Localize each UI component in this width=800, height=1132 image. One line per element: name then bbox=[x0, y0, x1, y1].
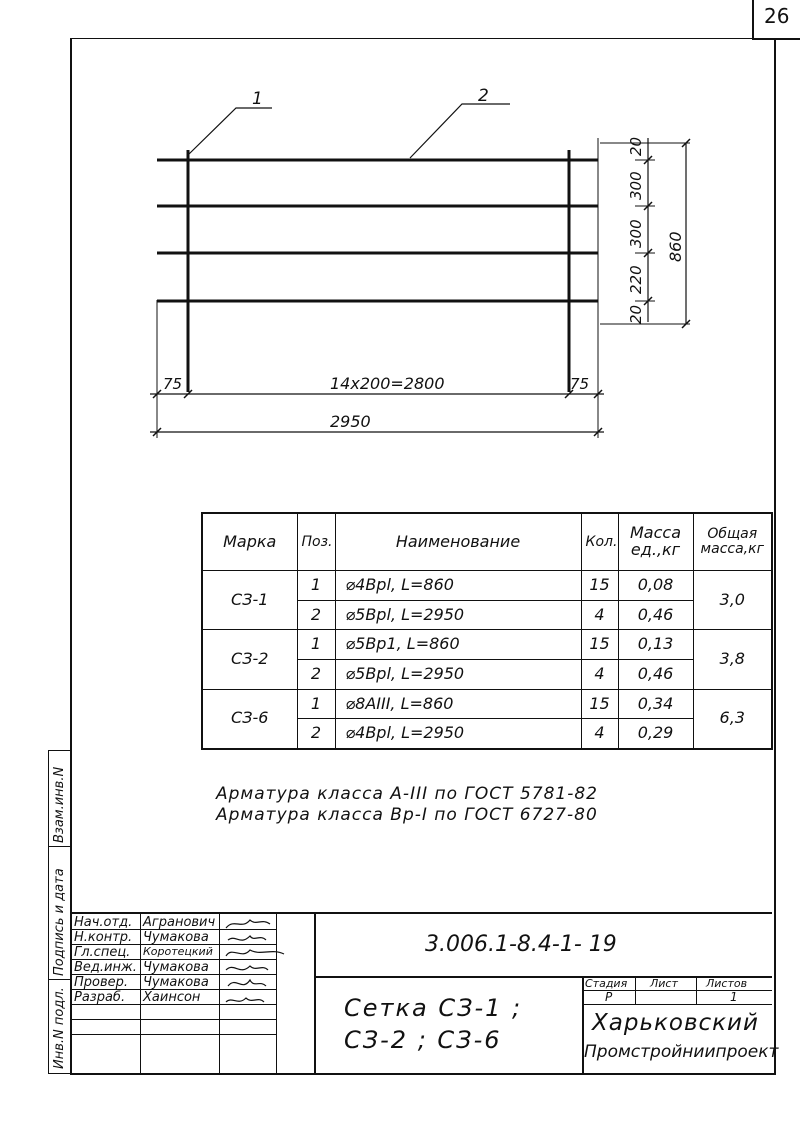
name-cell: ⌀5Bp1, L=860 bbox=[335, 630, 581, 660]
pos-cell: 1 bbox=[297, 630, 335, 660]
name-cell: ⌀5Bpl, L=2950 bbox=[335, 660, 581, 690]
header-unit-mass: Масса ед.,кг bbox=[618, 513, 693, 571]
qty-cell: 15 bbox=[581, 571, 618, 601]
organization-line-2: Промстройниипроект bbox=[584, 1042, 779, 1062]
pos-cell: 2 bbox=[297, 719, 335, 749]
stage-value: Р bbox=[605, 990, 613, 1004]
sheets-label: Листов bbox=[706, 977, 748, 990]
side-stamp bbox=[48, 750, 71, 1074]
staff-name: Коротецкий bbox=[143, 945, 213, 958]
table-row bbox=[202, 689, 772, 719]
table-row bbox=[202, 630, 772, 660]
staff-role: Вед.инж. bbox=[74, 960, 137, 975]
total-mass-cell: 3,0 bbox=[693, 571, 772, 630]
spec-header-row bbox=[202, 513, 772, 571]
dim-overall-height: 860 bbox=[666, 231, 685, 262]
name-cell: ⌀4Bpl, L=860 bbox=[335, 571, 581, 601]
dim-right-3: 300 bbox=[627, 219, 645, 248]
header-total-mass: Общая масса,кг bbox=[693, 513, 772, 571]
pos-cell: 1 bbox=[297, 571, 335, 601]
callout-1: 1 bbox=[252, 89, 263, 109]
staff-name: Хаинсон bbox=[143, 990, 201, 1005]
header-qty: Кол. bbox=[581, 513, 618, 571]
dim-right-2: 300 bbox=[627, 171, 645, 200]
sheet-number: 26 bbox=[764, 4, 790, 28]
staff-name: Чумакова bbox=[143, 960, 209, 975]
mark-cell: СЗ-6 bbox=[202, 689, 297, 749]
staff-name: Чумакова bbox=[143, 975, 209, 990]
drawing-title-line-2: СЗ-2 ; СЗ-6 bbox=[344, 1026, 502, 1054]
total-mass-cell: 3,8 bbox=[693, 630, 772, 689]
header-mark: Марка bbox=[202, 513, 297, 571]
callout-2-leader bbox=[410, 104, 510, 158]
note-line-1: Арматура класса A-III по ГОСТ 5781-82 bbox=[216, 784, 598, 804]
signature-6 bbox=[226, 998, 264, 1002]
mass-cell: 0,46 bbox=[618, 660, 693, 690]
pos-cell: 2 bbox=[297, 660, 335, 690]
mark-cell: СЗ-2 bbox=[202, 630, 297, 689]
staff-name: Агранович bbox=[143, 915, 216, 930]
dim-right-4: 220 bbox=[627, 265, 645, 294]
staff-role: Гл.спец. bbox=[74, 945, 131, 960]
qty-cell: 15 bbox=[581, 689, 618, 719]
title-block bbox=[70, 912, 779, 1074]
qty-cell: 4 bbox=[581, 660, 618, 690]
sheets-value: 1 bbox=[730, 990, 738, 1004]
staff-role: Нач.отд. bbox=[74, 915, 133, 930]
signature-2 bbox=[228, 936, 266, 940]
document-code: 3.006.1-8.4-1- 19 bbox=[425, 932, 617, 957]
table-row bbox=[202, 571, 772, 601]
mass-cell: 0,29 bbox=[618, 719, 693, 749]
staff-role: Н.контр. bbox=[74, 930, 133, 945]
mesh-drawing bbox=[0, 0, 800, 460]
stage-label: Стадия bbox=[585, 977, 628, 990]
qty-cell: 4 bbox=[581, 600, 618, 630]
signature-4 bbox=[226, 966, 268, 970]
name-cell: ⌀4Bpl, L=2950 bbox=[335, 719, 581, 749]
dim-middle: 14x200=2800 bbox=[330, 374, 445, 393]
sheet-label: Лист bbox=[650, 977, 678, 990]
note-line-2: Арматура класса Bp-I по ГОСТ 6727-80 bbox=[216, 805, 598, 825]
signatures bbox=[220, 916, 314, 1034]
dim-right-75: 75 bbox=[570, 375, 590, 393]
name-cell: ⌀8AIII, L=860 bbox=[335, 689, 581, 719]
qty-cell: 4 bbox=[581, 719, 618, 749]
side-stamp-replace: Взам.инв.N bbox=[52, 766, 67, 843]
pos-cell: 1 bbox=[297, 689, 335, 719]
qty-cell: 15 bbox=[581, 630, 618, 660]
mass-cell: 0,13 bbox=[618, 630, 693, 660]
spec-table bbox=[201, 512, 773, 750]
header-name: Наименование bbox=[335, 513, 581, 571]
dim-right-5: 20 bbox=[627, 304, 645, 324]
mass-cell: 0,34 bbox=[618, 689, 693, 719]
drawing-title-line-1: Сетка СЗ-1 ; bbox=[344, 994, 523, 1022]
signature-1 bbox=[226, 920, 270, 928]
total-mass-cell: 6,3 bbox=[693, 689, 772, 749]
callout-1-leader bbox=[188, 108, 272, 155]
mass-cell: 0,08 bbox=[618, 571, 693, 601]
staff-role: Разраб. bbox=[74, 990, 126, 1005]
side-stamp-sign-date: Подпись и дата bbox=[52, 868, 67, 976]
header-pos: Поз. bbox=[297, 513, 335, 571]
dim-left-75: 75 bbox=[163, 375, 183, 393]
side-stamp-original: Инв.N подл. bbox=[52, 987, 67, 1069]
signature-3 bbox=[226, 950, 284, 956]
pos-cell: 2 bbox=[297, 600, 335, 630]
organization-line-1: Харьковский bbox=[592, 1010, 759, 1036]
signature-5 bbox=[228, 980, 266, 986]
dim-right-1: 20 bbox=[627, 136, 645, 156]
callout-2: 2 bbox=[478, 86, 489, 106]
name-cell: ⌀5Bpl, L=2950 bbox=[335, 600, 581, 630]
mass-cell: 0,46 bbox=[618, 600, 693, 630]
mark-cell: СЗ-1 bbox=[202, 571, 297, 630]
staff-role: Провер. bbox=[74, 975, 129, 990]
staff-name: Чумакова bbox=[143, 930, 209, 945]
dim-total: 2950 bbox=[330, 412, 371, 431]
